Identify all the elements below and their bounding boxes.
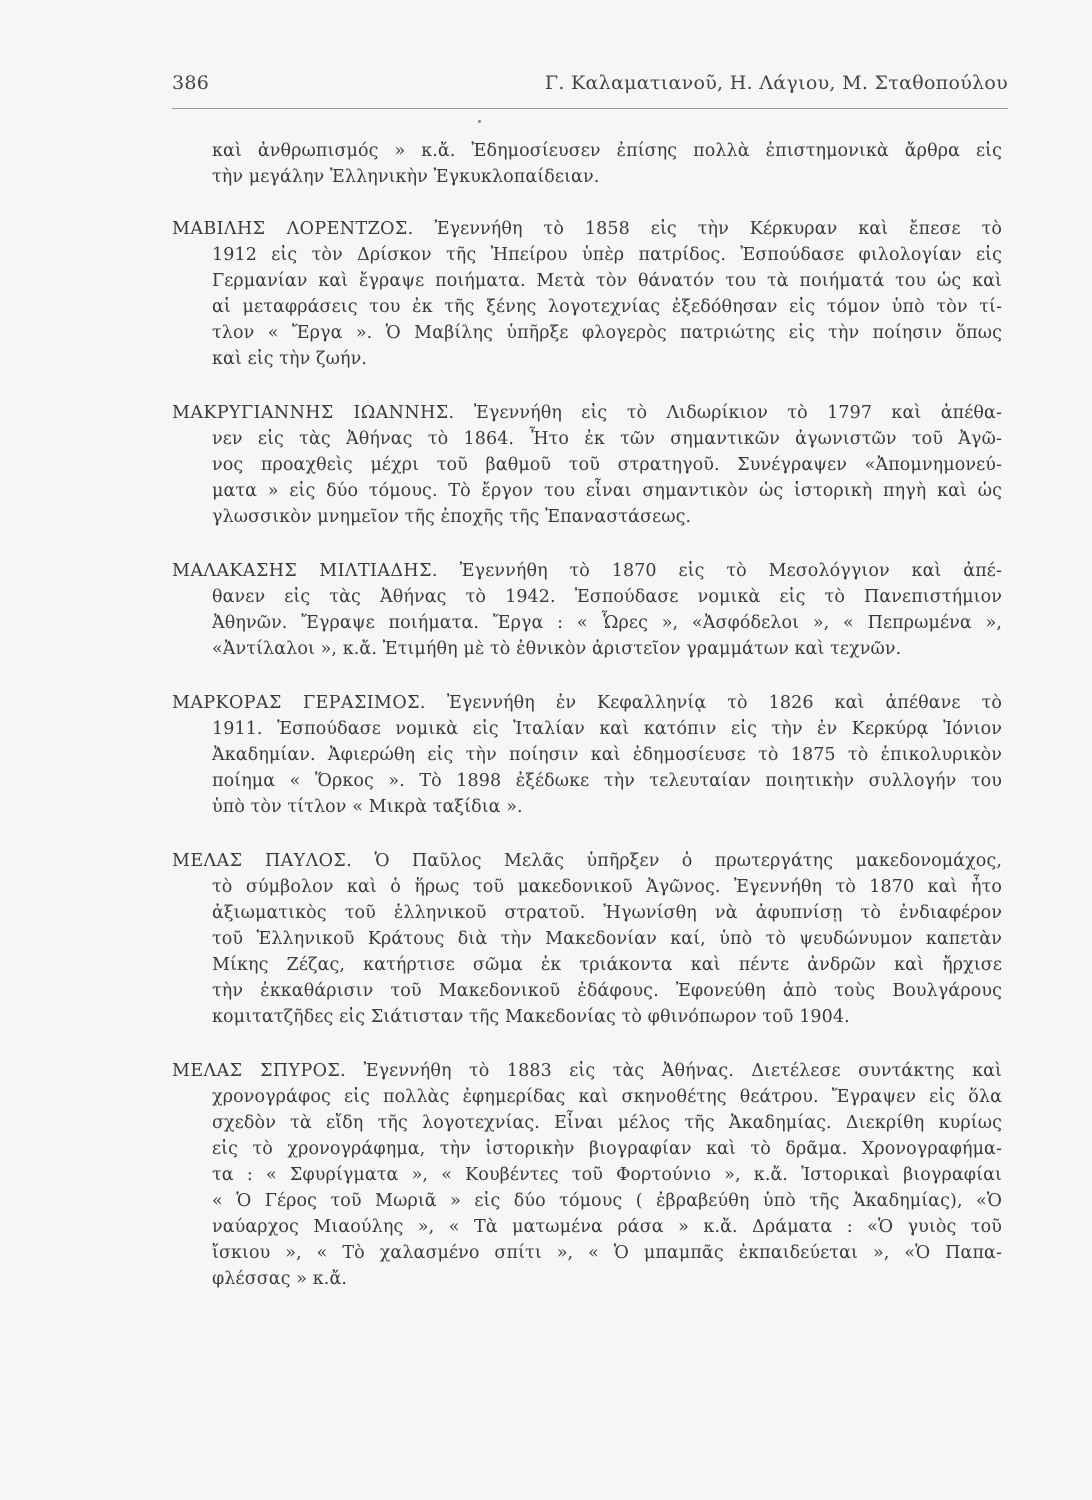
- entry-first-line: [172, 1058, 1002, 1084]
- text-line: τὴν ἐκκαθάρισιν τοῦ Μακεδονικοῦ ἐδάφους. Ἐφονεύθη ἀπὸ τοὺς Βουλγάρους: [212, 981, 1002, 1001]
- text-line: ἀξιωματικὸς τοῦ ἑλληνικοῦ στρατοῦ. Ἠγωνίσθη νὰ ἀφυπνίσῃ τὸ ἐνδιαφέρον: [212, 903, 1002, 923]
- entry-name: ΜΕΛΑΣ ΠΑΥΛΟΣ.: [172, 851, 353, 871]
- text-line: τὴν μεγάλην Ἑλληνικὴν Ἐγκυκλοπαίδειαν.: [212, 167, 600, 187]
- text-line: ἴσκιου », « Τὸ χαλασμένο σπίτι », « Ὁ μπαμπᾶς ἐκπαιδεύεται », «Ὁ Παπα-: [212, 1243, 1002, 1263]
- text-line: Ἐγεννήθη ἐν Κεφαλληνίᾳ τὸ 1826 καὶ ἀπέθανε τὸ: [446, 693, 1002, 713]
- print-speck: [478, 120, 481, 123]
- text-line: ὑπὸ τὸν τίτλον « Μικρὰ ταξίδια ».: [212, 797, 523, 817]
- entry-markoras: [172, 690, 1002, 820]
- text-line: «Ἀντίλαλοι », κ.ἄ. Ἐτιμήθη μὲ τὸ ἐθνικὸν ἀριστεῖον γραμμάτων καὶ τεχνῶν.: [212, 639, 902, 659]
- text-line: ποίημα « Ὅρκος ». Τὸ 1898 ἐξέδωκε τὴν τελευταίαν ποιητικὴν συλλογήν του: [212, 771, 1002, 791]
- entry-name: ΜΑΒΙΛΗΣ ΛΟΡΕΝΤΖΟΣ.: [172, 219, 414, 239]
- entry-name: ΜΕΛΑΣ ΣΠΥΡΟΣ.: [172, 1061, 347, 1081]
- page-body: [172, 138, 1003, 1320]
- continued-entry: [212, 138, 1002, 190]
- entry-name: ΜΑΡΚΟΡΑΣ ΓΕΡΑΣΙΜΟΣ.: [172, 693, 426, 713]
- text-line: νεν εἰς τὰς Ἀθήνας τὸ 1864. Ἦτο ἐκ τῶν σημαντικῶν ἀγωνιστῶν τοῦ Ἀγῶ-: [212, 429, 1002, 449]
- text-line: ναύαρχος Μιαούλης », « Τὰ ματωμένα ράσα » κ.ἄ. Δράματα : «Ὁ γυιὸς τοῦ: [212, 1217, 1002, 1237]
- text-line: Ἀθηνῶν. Ἔγραψε ποιήματα. Ἔργα : « Ὧρες », «Ἀσφόδελοι », « Πεπρωμένα »,: [212, 613, 1002, 633]
- text-line: 1911. Ἐσπούδασε νομικὰ εἰς Ἰταλίαν καὶ κατόπιν εἰς τὴν ἐν Κερκύρᾳ Ἰόνιον: [212, 719, 1002, 739]
- entry-first-line: [172, 848, 1002, 874]
- text-line: Μίκης Ζέζας, κατήρτισε σῶμα ἐκ τριάκοντα καὶ πέντε ἀνδρῶν καὶ ἤρχισε: [212, 955, 1002, 975]
- text-line: Ἐγεννήθη τὸ 1883 εἰς τὰς Ἀθήνας. Διετέλεσε συντάκτης καὶ: [363, 1061, 1002, 1081]
- text-line: φλέσσας » κ.ἄ.: [212, 1269, 348, 1289]
- text-line: Ἐγεννήθη εἰς τὸ Λιδωρίκιον τὸ 1797 καὶ ἀπέθα-: [473, 403, 1002, 423]
- entry-name: ΜΑΛΑΚΑΣΗΣ ΜΙΛΤΙΑΔΗΣ.: [172, 561, 438, 581]
- entry-mavilis: [172, 216, 1002, 372]
- text-line: τλον « Ἔργα ». Ὁ Μαβίλης ὑπῆρξε φλογερὸς πατριώτης εἰς τὴν ποίησιν ὅπως: [212, 323, 1002, 343]
- text-line: αἱ μεταφράσεις του ἐκ τῆς ξένης λογοτεχνίας ἐξεδόθησαν εἰς τόμον ὑπὸ τὸν τί-: [212, 297, 1002, 317]
- entry-first-line: [172, 690, 1002, 716]
- text-line: εἰς τὸ χρονογράφημα, τὴν ἱστορικὴν βιογραφίαν καὶ τὸ δρᾶμα. Χρονογραφήμα-: [212, 1139, 1002, 1159]
- text-line: σχεδὸν τὰ εἴδη τῆς λογοτεχνίας. Εἶναι μέλος τῆς Ἀκαδημίας. Διεκρίθη κυρίως: [212, 1113, 1002, 1133]
- text-line: Ἐγεννήθη τὸ 1858 εἰς τὴν Κέρκυραν καὶ ἔπεσε τὸ: [434, 219, 1002, 239]
- text-line: Ὁ Παῦλος Μελᾶς ὑπῆρξεν ὁ πρωτεργάτης μακεδονομάχος,: [374, 851, 1003, 871]
- text-line: κομιτατζῆδες εἰς Σιάτισταν τῆς Μακεδονίας τὸ φθινόπωρον τοῦ 1904.: [212, 1007, 850, 1027]
- text-line: γλωσσικὸν μνημεῖον τῆς ἐποχῆς τῆς Ἐπαναστάσεως.: [212, 507, 692, 527]
- header-authors: Γ. Καλαματιανοῦ, Η. Λάγιου, Μ. Σταθοπούλου: [544, 72, 1008, 94]
- running-header: [172, 72, 1008, 106]
- text-line: 1912 εἰς τὸν Δρίσκον τῆς Ἠπείρου ὑπὲρ πατρίδος. Ἐσπούδασε φιλολογίαν εἰς: [212, 245, 1002, 265]
- header-rule: [172, 108, 1008, 109]
- text-line: ματα » εἰς δύο τόμους. Τὸ ἔργον του εἶναι σημαντικὸν ὡς ἱστορικὴ πηγὴ καὶ ὡς: [212, 481, 1002, 501]
- text-line: τα : « Σφυρίγματα », « Κουβέντες τοῦ Φορτούνιο », κ.ἄ. Ἱστορικαὶ βιογραφίαι: [212, 1165, 1002, 1185]
- page-number: 386: [172, 72, 210, 94]
- text-line: Γερμανίαν καὶ ἔγραψε ποιήματα. Μετὰ τὸν θάνατόν του τὰ ποιήματά του ὡς καὶ: [212, 271, 1002, 291]
- text-line: τὸ σύμβολον καὶ ὁ ἥρως τοῦ μακεδονικοῦ Ἀγῶνος. Ἐγεννήθη τὸ 1870 καὶ ἦτο: [212, 877, 1002, 897]
- entry-melas-spyros: [172, 1058, 1002, 1292]
- text-line: θανεν εἰς τὰς Ἀθήνας τὸ 1942. Ἐσπούδασε νομικὰ εἰς τὸ Πανεπιστήμιον: [212, 587, 1002, 607]
- entry-first-line: [172, 400, 1002, 426]
- entry-melas-pavlos: [172, 848, 1003, 1030]
- text-line: χρονογράφος εἰς πολλὰς ἐφημερίδας καὶ σκηνοθέτης θεάτρου. Ἔγραψεν εἰς ὅλα: [212, 1087, 1002, 1107]
- entry-makrygiannis: [172, 400, 1002, 530]
- text-line: νος προαχθεὶς μέχρι τοῦ βαθμοῦ τοῦ στρατηγοῦ. Συνέγραψεν «Ἀπομνημονεύ-: [212, 455, 1002, 475]
- text-line: τοῦ Ἑλληνικοῦ Κράτους διὰ τὴν Μακεδονίαν καί, ὑπὸ τὸ ψευδώνυμον καπετὰν: [212, 929, 1002, 949]
- entry-first-line: [172, 216, 1002, 242]
- text-line: καὶ εἰς τὴν ζωήν.: [212, 349, 367, 369]
- text-line: καὶ ἀνθρωπισμός » κ.ἄ. Ἐδημοσίευσεν ἐπίσης πολλὰ ἐπιστημονικὰ ἄρθρα εἰς: [212, 141, 1002, 161]
- entry-malakasis: [172, 558, 1002, 662]
- text-line: « Ὁ Γέρος τοῦ Μωριᾶ » εἰς δύο τόμους ( ἐβραβεύθη ὑπὸ τῆς Ἀκαδημίας), «Ὁ: [212, 1191, 1002, 1211]
- entry-name: ΜΑΚΡΥΓΙΑΝΝΗΣ ΙΩΑΝΝΗΣ.: [172, 403, 455, 423]
- entry-first-line: [172, 558, 1002, 584]
- text-line: Ἐγεννήθη τὸ 1870 εἰς τὸ Μεσολόγγιον καὶ ἀπέ-: [459, 561, 1002, 581]
- text-line: Ἀκαδημίαν. Ἀφιερώθη εἰς τὴν ποίησιν καὶ ἐδημοσίευσε τὸ 1875 τὸ ἐπικολυρικὸν: [212, 745, 1002, 765]
